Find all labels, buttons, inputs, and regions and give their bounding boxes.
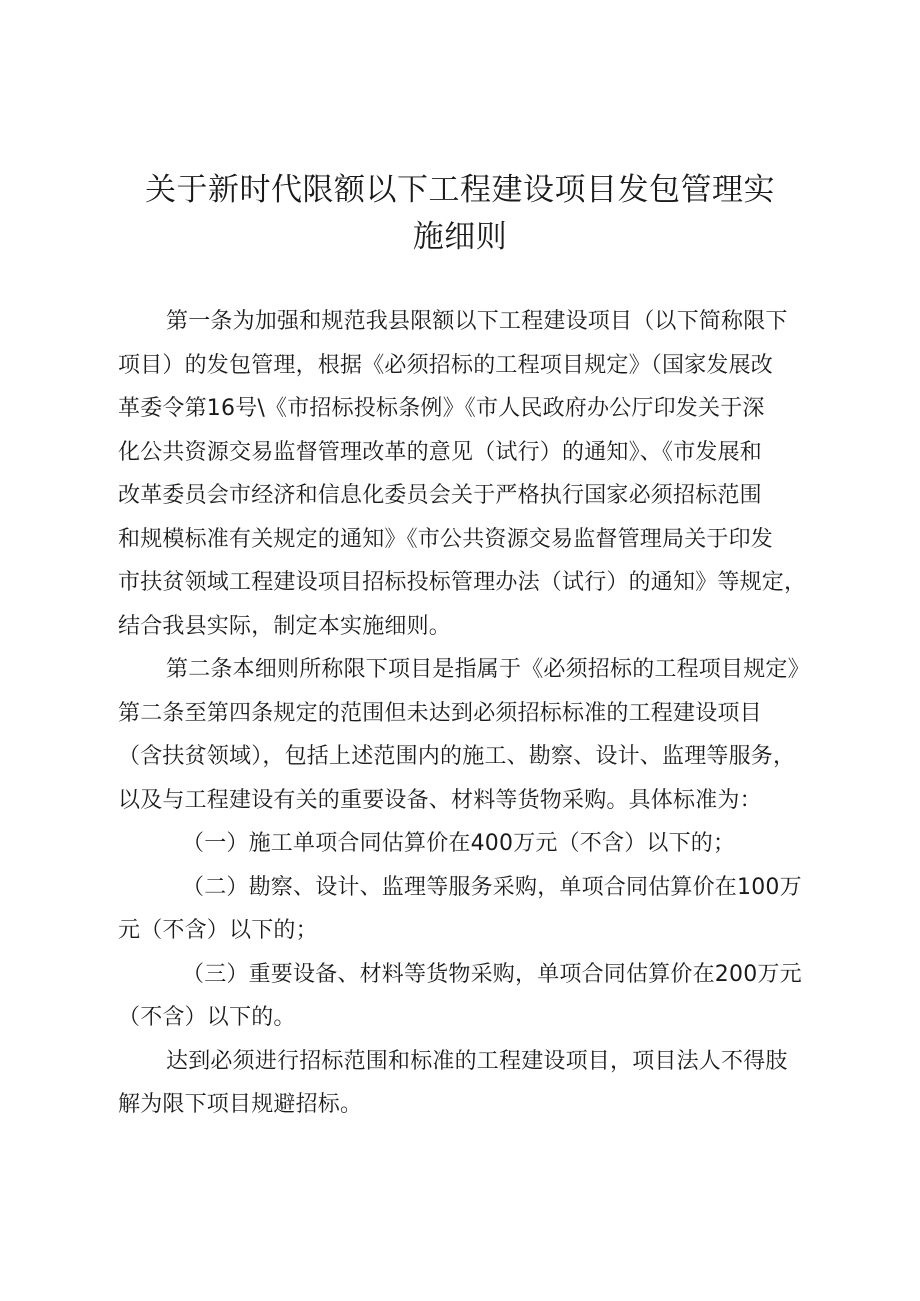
document-title-line-1: 关于新时代限额以下工程建设项目发包管理实: [145, 172, 775, 208]
paragraph-line: 革委令第16号\《市招标投标条例》《市人民政府办公厅印发关于深: [118, 396, 765, 421]
paragraph-line: 第一条为加强和规范我县限额以下工程建设项目（以下简称限下: [166, 309, 788, 334]
paragraph-line: 达到必须进行招标范围和标准的工程建设项目，项目法人不得肢: [166, 1048, 788, 1074]
paragraph-line: 项目）的发包管理，根据《必须招标的工程项目规定》（国家发展改: [118, 352, 774, 378]
list-item-line: （一）施工单项合同估算价在400万元（不含）以下的；: [182, 831, 736, 856]
list-item-line: （二）勘察、设计、监理等服务采购，单项合同估算价在100万: [182, 874, 802, 900]
paragraph-line: （含扶贫领域），包括上述范围内的施工、勘察、设计、监理等服务，: [118, 744, 796, 769]
paragraph-line: 市扶贫领域工程建设项目招标投标管理办法（试行）的通知》等规定，: [118, 570, 807, 595]
paragraph-line: 和规模标准有关规定的通知》《市公共资源交易监督管理局关于印发: [118, 526, 774, 552]
paragraph-line: 改革委员会市经济和信息化委员会关于严格执行国家必须招标范围: [118, 483, 762, 508]
list-item-line: （不含）以下的。: [118, 1005, 296, 1030]
paragraph-line: 以及与工程建设有关的重要设备、材料等货物采购。具体标准为：: [118, 787, 762, 813]
paragraph-line: 结合我县实际，制定本实施细则。: [118, 613, 452, 639]
paragraph-line: 第二条至第四条规定的范围但未达到必须招标标准的工程建设项目: [118, 700, 762, 726]
list-item-line: （三）重要设备、材料等货物采购，单项合同估算价在200万元: [182, 961, 802, 987]
list-item-line: 元（不含）以下的；: [118, 918, 318, 943]
document-title-line-2: 施细则: [412, 219, 508, 255]
paragraph-line: 解为限下项目规避招标。: [118, 1092, 363, 1117]
document-body: [118, 300, 818, 1127]
paragraph-line: 第二条本细则所称限下项目是指属于《必须招标的工程项目规定》: [166, 657, 810, 682]
paragraph-line: 化公共资源交易监督管理改革的意见（试行）的通知》、《市发展和: [118, 439, 763, 465]
